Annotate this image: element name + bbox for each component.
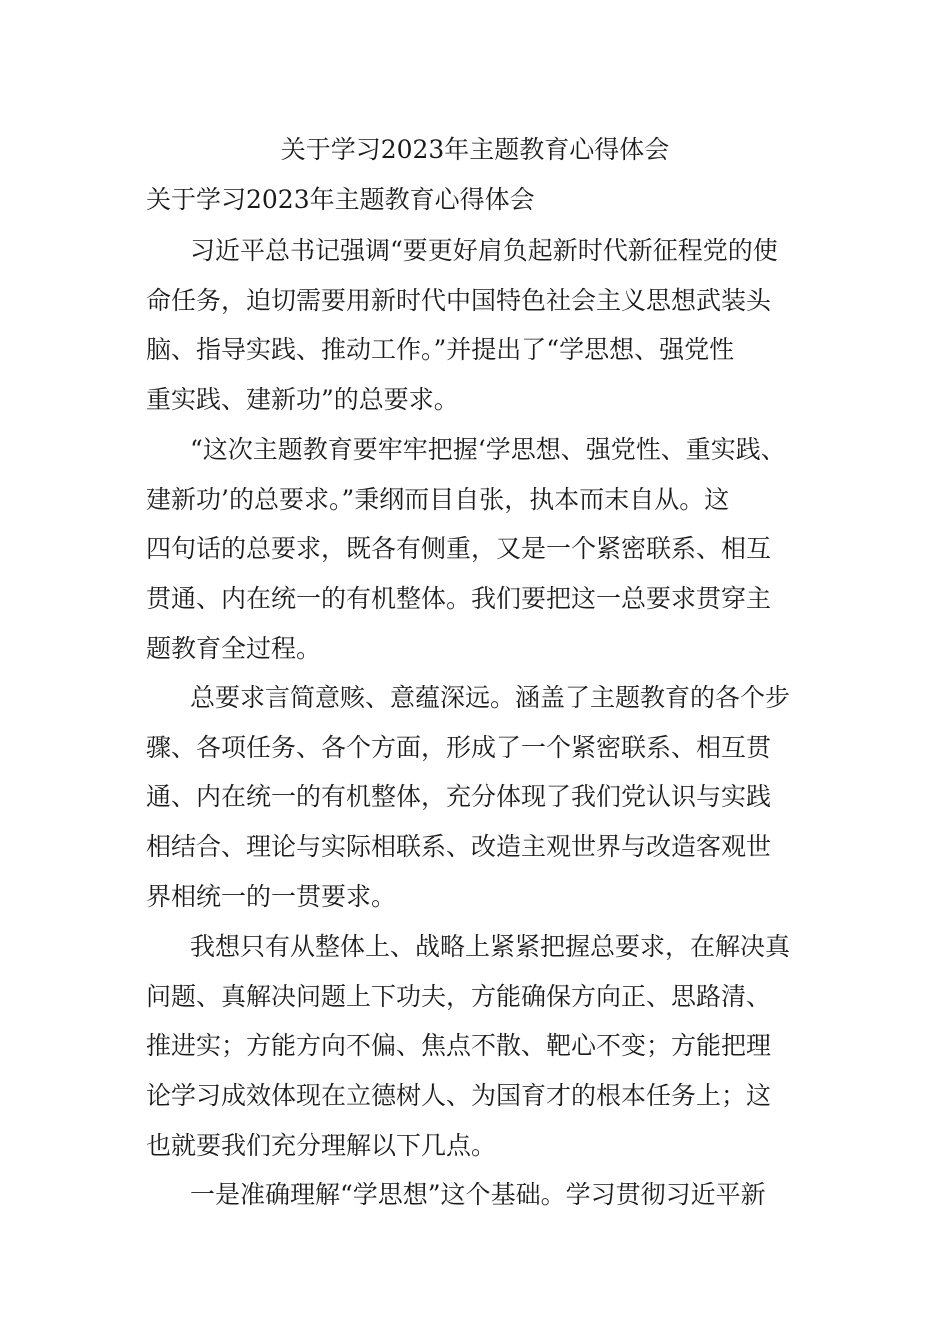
paragraph-line: 骤、各项任务、各个方面，形成了一个紧密联系、相互贯 (146, 732, 772, 762)
paragraph-line: 命任务，迫切需要用新时代中国特色社会主义思想武装头 (146, 285, 772, 315)
document-title: 关于学习2023年主题教育心得体会 (280, 135, 670, 164)
document-subtitle: 关于学习2023年主题教育心得体会 (146, 185, 535, 214)
paragraph-line: 也就要我们充分理解以下几点。 (146, 1130, 497, 1160)
paragraph-line: 贯通、内在统一的有机整体。我们要把这一总要求贯穿主 (146, 584, 772, 614)
paragraph-4 (146, 929, 826, 1177)
paragraph-line: 推进实；方能方向不偏、焦点不散、靶心不变；方能把理 (146, 1031, 772, 1061)
paragraph-line: 重实践、建新功”的总要求。 (146, 385, 459, 415)
paragraph-line: 一是准确理解“学思想”这个基础。学习贯彻习近平新 (190, 1180, 766, 1209)
paragraph-line: 总要求言简意赅、意蕴深远。涵盖了主题教育的各个步 (190, 683, 791, 712)
paragraph-line: 习近平总书记强调“要更好肩负起新时代新征程党的使 (190, 236, 778, 265)
paragraph-line: 四句话的总要求，既各有侧重，又是一个紧密联系、相互 (146, 534, 772, 564)
paragraph-3 (146, 680, 826, 928)
paragraph-line: 建新功’的总要求。”秉纲而目自张，执本而末自从。这 (146, 484, 730, 514)
paragraph-line: 界相统一的一贯要求。 (146, 881, 397, 911)
paragraph-line: 论学习成效体现在立德树人、为国育才的根本任务上；这 (146, 1081, 772, 1111)
paragraph-line: 我想只有从整体上、战略上紧紧把握总要求，在解决真 (190, 932, 791, 961)
paragraph-2 (146, 432, 826, 680)
paragraph-line: 脑、指导实践、推动工作。”并提出了“学思想、强党性 (146, 335, 735, 365)
paragraph-line: 问题、真解决问题上下功夫，方能确保方向正、思路清、 (146, 981, 772, 1011)
paragraph-1 (146, 233, 826, 432)
paragraph-line: 题教育全过程。 (146, 633, 322, 663)
paragraph-line: “这次主题教育要牢牢把握‘学思想、强党性、重实践、 (190, 435, 786, 464)
paragraph-5 (146, 1177, 826, 1227)
paragraph-line: 通、内在统一的有机整体，充分体现了我们党认识与实践 (146, 782, 772, 812)
paragraph-line: 相结合、理论与实际相联系、改造主观世界与改造客观世 (146, 832, 772, 862)
